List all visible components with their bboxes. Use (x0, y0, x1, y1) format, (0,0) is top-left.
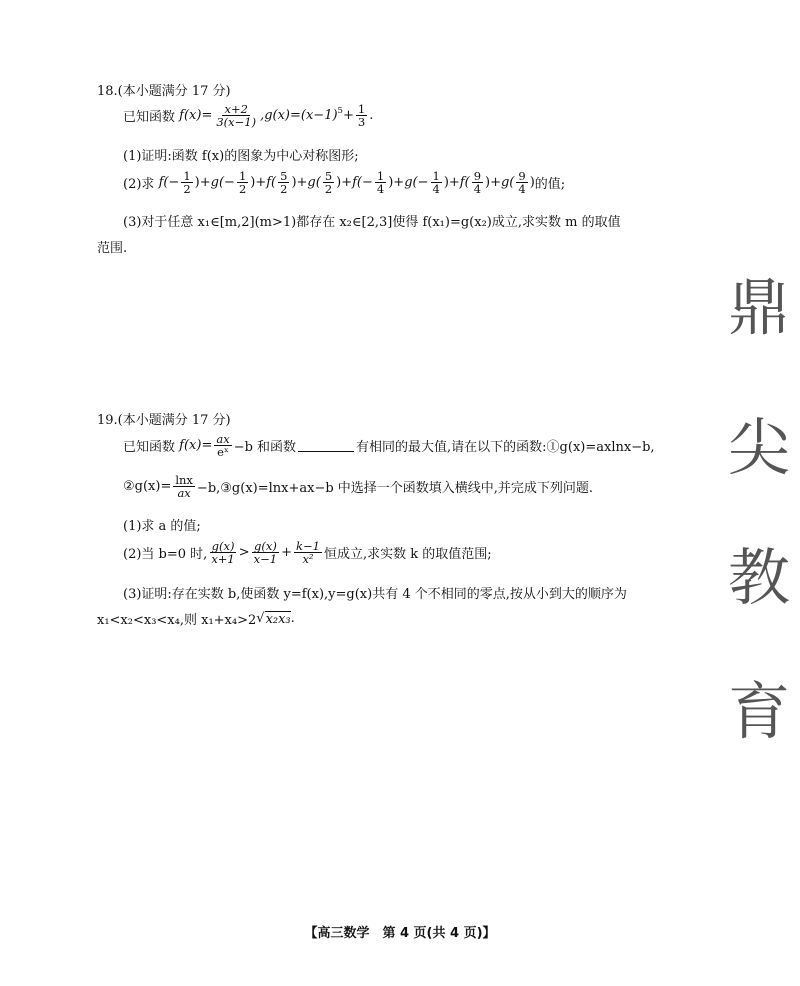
q18-f-den: 3(x−1) (216, 115, 257, 130)
q18-term-fraction (431, 170, 442, 195)
q18-term-fraction (278, 170, 289, 195)
q19-f-fraction (214, 433, 231, 458)
q18-term-den: 4 (518, 182, 526, 197)
q19-part3-line1: (3)证明:存在实数 b,使函数 y=f(x),y=g(x)共有 4 个不相同的零点,按从小到大的顺序为 (123, 587, 627, 602)
q18-g-plus: + (342, 108, 354, 124)
q18-part3-line1: (3)对于任意 x₁∈[m,2](m>1)都存在 x₂∈[2,3]使得 f(x₁)=g(x₂)成立,求实数 m 的取值 (123, 215, 621, 230)
watermark-char-3: 教 (728, 541, 791, 614)
q18-term-den: 2 (238, 182, 247, 197)
q19-p2-suffix: 恒成立,求实数 k 的取值范围; (323, 547, 492, 563)
q18-term-num: 1 (238, 169, 247, 183)
q18-term-close: )+ (336, 175, 353, 191)
q19-p2-t2-den: x−1 (253, 552, 278, 567)
q18-term-den: 2 (324, 182, 333, 197)
q18-part2-suffix: 的值; (534, 177, 566, 193)
q18-f-lhs: f(x)= (179, 108, 213, 124)
q19-l2-num: lnx (175, 473, 193, 487)
q19-l2-fraction (173, 474, 195, 499)
watermark-char-1: 鼎 (728, 271, 791, 344)
q18-term-num: 9 (518, 169, 526, 183)
q18-term-close: )+ (388, 175, 405, 191)
q19-intro-prefix: 已知函数 (123, 440, 176, 456)
q18-term-den: 4 (376, 182, 385, 197)
q19-f-tail: −b 和函数 (233, 440, 297, 456)
q19-part1: (1)求 a 的值; (123, 519, 201, 534)
q19-p2-t2-num: g(x) (253, 539, 277, 553)
q19-part3-line2 (97, 609, 295, 628)
q18-g-def: ,g(x)=(x−1) (260, 108, 338, 124)
q19-header: 19.(本小题满分 17 分) (97, 413, 231, 428)
q18-intro (123, 103, 373, 128)
q18-term-fraction (323, 170, 334, 195)
q18-part1: (1)证明:函数 f(x)的图象为中心对称图形; (123, 149, 359, 164)
q18-term-fn: g(− (210, 175, 235, 191)
q18-term-fn: f(− (352, 175, 373, 191)
q18-term-den: 2 (183, 182, 191, 197)
q19-p2-gt: > (238, 545, 250, 561)
q19-p3-l2-prefix: x₁<x₂<x₃<x₄,则 x₁+x₄>2 (97, 613, 257, 628)
q18-f-num: x+2 (224, 102, 248, 116)
q18-f-fraction (214, 103, 258, 128)
q18-term-den: 4 (432, 182, 440, 197)
q18-term-fn: f( (266, 175, 277, 191)
q19-p2-t1-num: g(x) (211, 539, 235, 553)
q18-term-close: )+ (291, 175, 308, 191)
q18-term-num: 9 (473, 169, 482, 183)
q18-term-close: )+ (250, 175, 267, 191)
q18-part2-terms (159, 170, 535, 195)
q18-term-den: 4 (473, 182, 482, 197)
q19-line2 (123, 474, 593, 499)
q18-intro-prefix: 已知函数 (123, 110, 176, 126)
q18-term-fraction (375, 170, 386, 195)
q18-term-num: 1 (376, 169, 385, 183)
q19-p2-prefix: (2)当 b=0 时, (123, 547, 208, 563)
q19-fill-blank (298, 439, 354, 452)
q18-term-fraction (181, 170, 192, 195)
q18-term-fn: f( (459, 175, 470, 191)
q19-f-den: eˣ (217, 445, 229, 460)
sqrt-icon: √ (256, 611, 265, 626)
q18-header: 18.(本小题满分 17 分) (97, 84, 231, 99)
q19-p2-term1 (209, 540, 236, 565)
q19-p2-t1-den: x+1 (211, 552, 235, 567)
q18-term-fraction (516, 170, 527, 195)
q19-l2-tail: −b,③g(x)=lnx+ax−b 中选择一个函数填入横线中,并完成下列问题. (196, 481, 594, 497)
q19-intro (123, 433, 655, 458)
q19-p2-term3 (294, 540, 322, 565)
q19-f-lhs: f(x)= (179, 438, 213, 454)
q18-term-num: 1 (183, 169, 191, 183)
q18-g-frac-num: 1 (357, 102, 366, 116)
q19-p2-plus: + (281, 545, 293, 561)
q19-l2-den: ax (177, 486, 191, 501)
q18-term-den: 2 (280, 182, 288, 197)
q18-g-fraction (356, 103, 367, 128)
q18-part2-prefix: (2)求 (123, 177, 155, 193)
q18-term-fn: g( (500, 175, 515, 191)
q18-term-fn: g(− (404, 175, 429, 191)
q18-term-fn: g( (307, 175, 321, 191)
q18-term-close: )+ (194, 175, 211, 191)
q18-term-fraction (472, 170, 483, 195)
q19-part2 (123, 540, 492, 565)
q18-term-fraction (237, 170, 248, 195)
q18-g-frac-den: 3 (357, 115, 366, 130)
q18-term-num: 1 (432, 169, 440, 183)
q19-l2-prefix: ②g(x)= (123, 479, 172, 495)
page-footer: 【高三数学 第 4 页(共 4 页)】 (304, 926, 496, 941)
q18-term-fn: f(− (158, 175, 180, 191)
q18-part3-line2: 范围. (97, 241, 128, 256)
q18-term-close: )+ (443, 175, 460, 191)
q19-p3-sqrt: x₂x₃ (265, 611, 291, 627)
q18-term-close: )+ (485, 175, 501, 191)
q18-term-num: 5 (324, 169, 333, 183)
watermark-char-2: 尖 (728, 411, 791, 484)
q19-f-num: ax (216, 432, 230, 446)
q19-p2-t3-den: x² (302, 552, 314, 567)
q18-term-num: 5 (280, 169, 288, 183)
q18-term-close: ) (529, 175, 535, 191)
q19-p2-t3-num: k−1 (296, 539, 320, 553)
q18-g-exp: 5 (337, 105, 343, 116)
q19-intro-mid: 有相同的最大值,请在以下的函数:①g(x)=axlnx−b, (356, 440, 655, 456)
q19-p2-term2 (252, 540, 279, 565)
q18-g-end: . (369, 108, 374, 124)
q19-p3-l2-end: . (290, 611, 295, 626)
watermark-char-4: 育 (728, 675, 791, 748)
q18-part2 (123, 170, 565, 195)
